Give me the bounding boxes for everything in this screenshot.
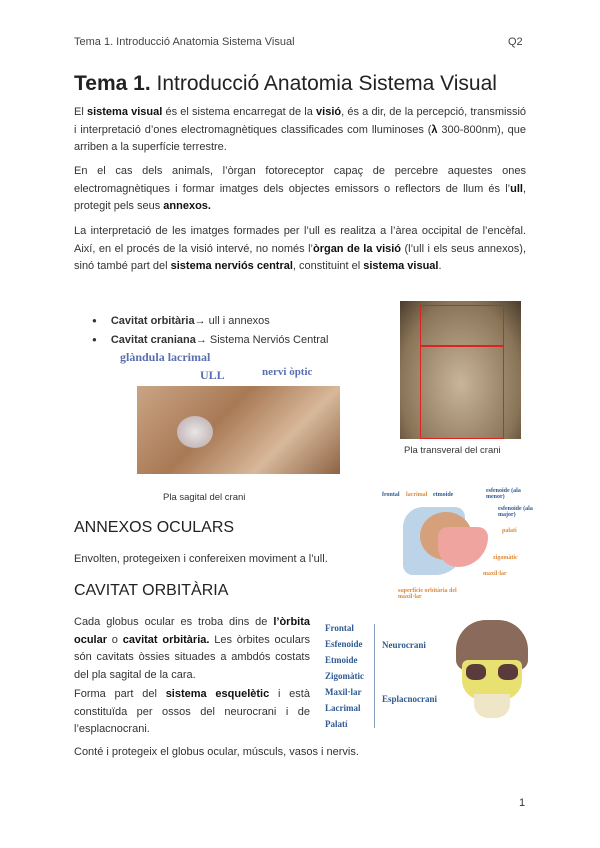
- running-header-code: Q2: [508, 36, 523, 48]
- orbit-bones-image: [378, 488, 540, 604]
- bone-item: Palatí: [325, 719, 348, 729]
- highlight-box: [420, 345, 504, 439]
- sagittal-section-image: [137, 386, 340, 474]
- label: etmoide: [433, 492, 454, 498]
- annexos-text: Envolten, protegeixen i confereixen moviment a l’ull.: [74, 553, 328, 565]
- page-number: 1: [519, 797, 526, 809]
- paragraph-intro: El sistema visual és el sistema encarregat de la visió, és a dir, de la percepció, transmissió i interpretació d’ones electromagnètiques classificades com lluminoses (λ 300-800nm), que arriben a la superfície terrestre.: [74, 106, 527, 153]
- bone-shape: [438, 527, 488, 567]
- caption-transverse: Pla transveral del crani: [404, 445, 501, 456]
- label: esfenoide (ala major): [498, 506, 533, 518]
- bone-item: Esfenoide: [325, 639, 363, 649]
- group-neurocrani: Neurocrani: [382, 640, 426, 650]
- highlight-box: [420, 305, 504, 347]
- skull-orbit: [498, 664, 518, 680]
- label-eye: ULL: [200, 368, 225, 382]
- paragraph-contents: Conté i protegeix el globus ocular, músculs, vasos i nervis.: [74, 746, 359, 758]
- skull-orbit: [466, 664, 486, 680]
- caption-sagittal: Pla sagital del crani: [163, 492, 246, 503]
- bone-item: Lacrimal: [325, 703, 361, 713]
- bullet-item: ● Cavitat craniana→ Sistema Nerviós Central: [92, 331, 328, 350]
- label: frontal: [382, 492, 400, 498]
- label: zigomàtic: [493, 555, 518, 561]
- heading-cavitat: CAVITAT ORBITÀRIA: [74, 582, 229, 599]
- label: superfície orbitària del maxil·lar: [398, 588, 457, 600]
- skull-jaw: [474, 694, 510, 718]
- eyeball-shape: [177, 416, 213, 448]
- page-title: Tema 1. Introducció Anatomia Sistema Visual: [74, 72, 497, 95]
- bullet-item: ● Cavitat orbitària→ ull i annexos: [92, 312, 328, 331]
- bone-item: Maxil·lar: [325, 687, 362, 697]
- paragraph-skeletal: Forma part del sistema esquelètic i està constituïda per ossos del neurocrani i de l’esplacnocrani.: [74, 688, 310, 735]
- transverse-section-image: [400, 301, 521, 439]
- paragraph-eye: En el cas dels animals, l’òrgan fotoreceptor capaç de percebre aquestes ones electromagnètiques i formar imatges dels objectes emissors o reflectors de llum és l’ull, protegit pels seus annexos.: [74, 165, 526, 212]
- heading-annexos: ANNEXOS OCULARS: [74, 519, 235, 536]
- bullet-list: [92, 312, 328, 350]
- group-esplacnocrani: Esplacnocrani: [382, 694, 438, 704]
- running-header-title: Tema 1. Introducció Anatomia Sistema Visual: [74, 36, 295, 48]
- bone-item: Etmoide: [325, 655, 358, 665]
- label: palatí: [502, 528, 517, 534]
- bone-list: [325, 620, 364, 732]
- label-lacrimal-gland: glàndula lacrimal: [120, 350, 211, 364]
- paragraph-interpretation: La interpretació de les imatges formades per l’ull es realitza a l’àrea occipital de l’encèfal. Així, en el procés de la visió intervé, no només l’òrgan de la visió (l’ull i els seus annexos), sinó també part del sistema nerviós central, constituint el sistema visual.: [74, 225, 527, 272]
- label: maxil·lar: [483, 571, 507, 577]
- label: esfenoide (ala menor): [486, 488, 521, 500]
- bone-item: Zigomàtic: [325, 671, 364, 681]
- paragraph-orbit: Cada globus ocular es troba dins de l’òrbita ocular o cavitat orbitària. Les òrbites oculars són cavitats òssies situades a ambdós costats del pla sagital de la cara.: [74, 616, 311, 681]
- label-optic-nerve: nervi òptic: [262, 366, 313, 378]
- bracket-line: [374, 624, 375, 728]
- label: lacrimal: [406, 492, 428, 498]
- skull-image: [452, 620, 532, 720]
- bone-item: Frontal: [325, 623, 354, 633]
